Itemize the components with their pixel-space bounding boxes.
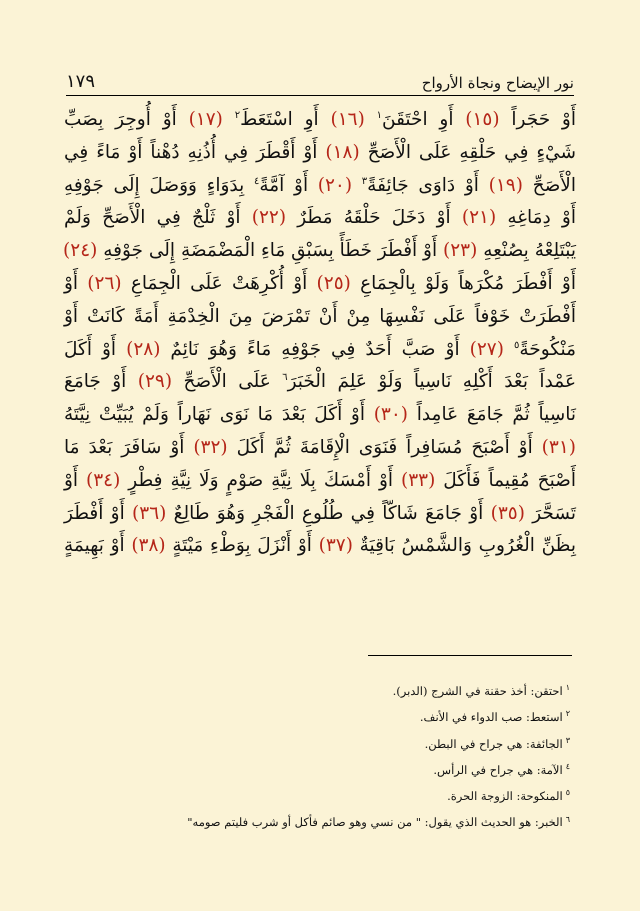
footnote-number: ٣ bbox=[565, 735, 570, 745]
text-segment: عَمْداً بَعْدَ أَكْلِهِ نَاسِياً وَلَوْ عَلِمَ الْخَبَرَ bbox=[287, 371, 576, 393]
text-line bbox=[64, 202, 576, 235]
text-line bbox=[64, 334, 576, 367]
footnote-number: ٢ bbox=[565, 709, 570, 719]
issue-number: (٣٧) bbox=[318, 535, 353, 557]
issue-number: (٢٢) bbox=[251, 207, 287, 229]
issue-number: (٣٠) bbox=[373, 404, 409, 426]
text-segment bbox=[223, 109, 235, 130]
issue-number: (٣٥) bbox=[490, 502, 525, 524]
issue-number: (٢٧) bbox=[469, 338, 504, 360]
text-segment: نَاسِياً ثُمَّ جَامَعَ عَامِداً bbox=[408, 404, 576, 426]
footnote bbox=[90, 757, 570, 783]
footnote bbox=[90, 704, 570, 730]
text-segment: تَسَحَّرَ bbox=[524, 502, 577, 524]
issue-number: (١٥) bbox=[465, 109, 500, 130]
text-segment: أَوْ صَبَّ أَحَدٌ فِي جَوْفِهِ مَاءً وَهُوَ نَائِمٌ bbox=[160, 338, 470, 360]
text-line bbox=[64, 235, 576, 268]
text-segment: أَوْ أَقْطَرَ فِي أُذُنِهِ دُهْناً أَوْ مَاءً فِي bbox=[64, 141, 326, 163]
text-segment: أَوِ احْتَقَنَ bbox=[381, 109, 466, 130]
issue-number: (١٨) bbox=[325, 141, 360, 163]
issue-number: (٣٤) bbox=[86, 469, 121, 491]
footnote bbox=[90, 678, 570, 704]
running-title: نور الإيضاح ونجاة الأرواح bbox=[421, 74, 574, 92]
footnote-ref: ١ bbox=[376, 109, 382, 121]
issue-number: (٣٦) bbox=[132, 502, 167, 524]
footnote-text: الجائفة: هي جراح في البطن. bbox=[424, 736, 563, 751]
text-line bbox=[64, 104, 576, 137]
page-header bbox=[66, 62, 574, 96]
footnote bbox=[90, 731, 570, 757]
text-line bbox=[64, 465, 576, 498]
footnote-number: ٥ bbox=[565, 788, 570, 798]
footnote-ref: ٦ bbox=[282, 372, 288, 384]
footnote-number: ٤ bbox=[565, 762, 570, 772]
footnote bbox=[90, 809, 570, 835]
text-line bbox=[64, 530, 576, 563]
footnote bbox=[90, 783, 570, 809]
text-segment: أَوْ أُوجِرَ بِصَبِّ bbox=[64, 109, 189, 130]
text-segment: أَوْ آمَّةً bbox=[259, 174, 318, 196]
issue-number: (٢٨) bbox=[126, 338, 161, 360]
text-segment: مَنْكُوحَةً bbox=[519, 338, 576, 360]
text-segment: أَوْ سَافَرَ بَعْدَ مَا bbox=[64, 436, 194, 458]
issue-number: (٣٨) bbox=[131, 535, 166, 557]
footnote-ref: ٢ bbox=[234, 109, 241, 121]
text-segment bbox=[504, 339, 514, 360]
footnote-text: احتقن: أخذ حقنة في الشرج (الدبر). bbox=[392, 684, 563, 698]
footnote-text: الخبر: هو الحديث الذي يقول: " من نسي وهو صائم فأكل أو شرب فليتم صومه" bbox=[187, 815, 563, 830]
text-segment: الْأَصَحِّ bbox=[522, 174, 576, 196]
text-line bbox=[64, 498, 576, 531]
text-line bbox=[64, 268, 576, 301]
issue-number: (٣٣) bbox=[401, 469, 436, 491]
footnote-text: الآمة: هي جراح في الرأس. bbox=[433, 762, 563, 777]
issue-number: (٢٦) bbox=[87, 272, 122, 294]
footnote-ref: ٥ bbox=[514, 339, 520, 351]
issue-number: (٢٥) bbox=[316, 272, 351, 294]
text-segment: أَوْ أَصْبَحَ مُسَافِراً فَنَوَى الْإِقَامَةَ ثُمَّ أَكَلَ bbox=[227, 436, 542, 458]
text-segment: أَوْ أَكَلَ bbox=[64, 338, 127, 360]
text-segment: أَوْ دِمَاغِهِ bbox=[496, 207, 576, 229]
issue-number: (٢١) bbox=[461, 207, 497, 229]
text-segment: شَيْءٍ فِي حَلْقِهِ عَلَى الْأَصَحِّ bbox=[359, 141, 576, 163]
issue-number: (٢٣) bbox=[443, 240, 478, 262]
text-segment: أَوْ أَكَلَ بَعْدَ مَا نَوَى نَهَاراً وَلَمْ يُبَيِّتْ نِيَّتَهُ bbox=[64, 404, 374, 426]
text-segment: بِدَوَاءٍ وَوَصَلَ إِلَى جَوْفِهِ bbox=[64, 174, 254, 196]
footnote-ref: ٣ bbox=[361, 175, 368, 187]
issue-number: (٢٤) bbox=[63, 240, 98, 262]
page-number: ١٧٩ bbox=[66, 71, 96, 92]
text-line bbox=[64, 137, 576, 170]
text-segment: أَصْبَحَ مُقِيماً فَأَكَلَ bbox=[435, 469, 577, 491]
text-segment: أَوْ جَامَعَ bbox=[64, 371, 138, 393]
text-segment: يَبْتَلِعْهُ بِصُنْعِهِ bbox=[477, 240, 576, 262]
text-segment: أَوْ دَاوَى جَائِفَةً bbox=[367, 174, 489, 196]
text-line bbox=[64, 366, 576, 399]
footnote-ref: ٤ bbox=[253, 175, 260, 187]
text-segment: أَوْ bbox=[64, 469, 87, 491]
text-segment: عَلَى الْأَصَحِّ bbox=[172, 371, 283, 393]
text-line bbox=[64, 399, 576, 432]
text-segment: أَوْ بَهِيمَةٍ bbox=[64, 535, 132, 557]
text-segment: أَوْ أَنْزَلَ بِوَطْءِ مَيْتَةٍ bbox=[165, 535, 319, 557]
footnotes bbox=[90, 678, 570, 836]
text-segment: أَوْ دَخَلَ حَلْقَهُ مَطَرٌ bbox=[286, 207, 462, 229]
issue-number: (٣١) bbox=[541, 436, 576, 458]
text-segment: أَوْ أَمْسَكَ بِلَا نِيَّةِ صَوْمٍ وَلَا نِيَّةِ فِطْرٍ bbox=[120, 469, 401, 491]
issue-number: (١٦) bbox=[330, 109, 365, 130]
issue-number: (١٧) bbox=[188, 109, 223, 130]
text-segment bbox=[352, 175, 362, 196]
footnote-separator bbox=[368, 655, 572, 656]
text-segment: أَفْطَرَتْ خَوْفاً عَلَى نَفْسِهَا مِنْ أَنْ تَمْرَضَ مِنَ الْخِدْمَةِ أَمَةً كَانَتْ أَوْ bbox=[64, 305, 576, 327]
text-segment: أَوْ bbox=[64, 272, 88, 294]
footnote-number: ٦ bbox=[565, 814, 570, 824]
text-line bbox=[64, 170, 576, 203]
issue-number: (٢٠) bbox=[317, 174, 353, 196]
issue-number: (١٩) bbox=[488, 174, 523, 196]
footnote-number: ١ bbox=[565, 683, 570, 693]
text-segment: بِظَنِّ الْغُرُوبِ وَالشَّمْسُ بَاقِيَةٌ bbox=[352, 535, 576, 557]
text-segment: أَوْ أُكْرِهَتْ عَلَى الْجِمَاعِ bbox=[121, 272, 317, 294]
footnote-text: المنكوحة: الزوجة الحرة. bbox=[447, 789, 563, 804]
text-segment: أَوْ أَفْطَرَ bbox=[64, 502, 133, 524]
text-segment: أَوْ أَفْطَرَ خَطَأً بِسَبْقِ مَاءِ الْمَضْمَضَةِ إِلَى جَوْفِهِ bbox=[97, 240, 444, 262]
text-segment: أَوْ حَجَراً bbox=[499, 109, 577, 130]
text-segment: أَوِ اسْتَعَطَ bbox=[240, 109, 331, 130]
text-segment: أَوْ أَفْطَرَ مُكْرَهاً وَلَوْ بِالْجِمَاعِ bbox=[350, 272, 576, 294]
text-line bbox=[64, 301, 576, 334]
issue-number: (٣٢) bbox=[193, 436, 228, 458]
issue-number: (٢٩) bbox=[137, 371, 173, 393]
text-segment: أَوْ جَامَعَ شَاكّاً فِي طُلُوعِ الْفَجْرِ وَهُوَ طَالِعٌ bbox=[166, 502, 491, 524]
text-segment bbox=[365, 109, 377, 130]
footnote-text: استعط: صب الدواء في الأنف. bbox=[419, 710, 563, 725]
text-line bbox=[64, 432, 576, 465]
main-text bbox=[64, 104, 576, 563]
text-segment: أَوْ ثَلْجٌ فِي الْأَصَحِّ وَلَمْ bbox=[64, 207, 252, 229]
